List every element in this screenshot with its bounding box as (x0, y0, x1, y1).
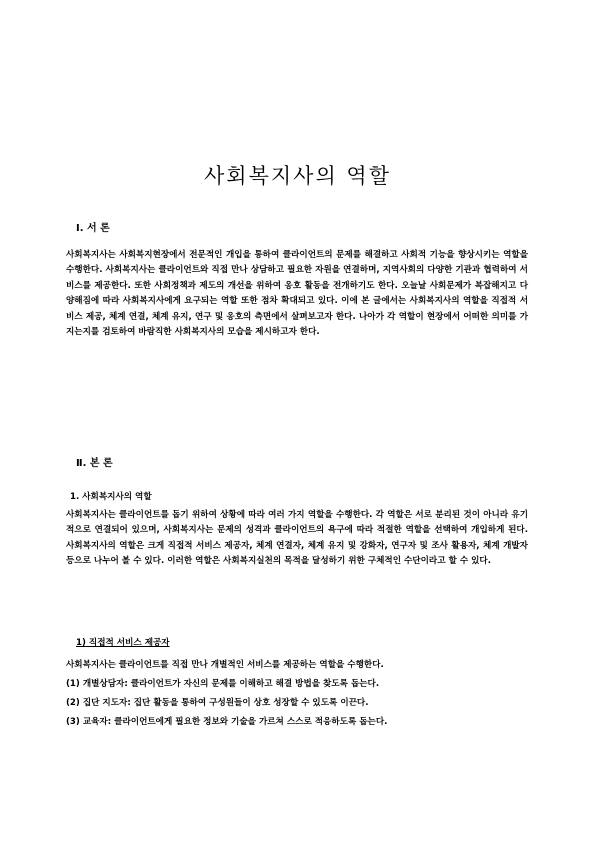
list-item: (1) 개별상담자: 클라이언트가 자신의 문제를 이해하고 해결 방법을 찾도록 돕는다. (66, 679, 380, 689)
list-item: 사회복지사는 클라이언트를 직접 만나 개별적인 서비스를 제공하는 역할을 수행한다. (66, 660, 384, 670)
roles-paragraph: 사회복지사는 클라이언트를 돕기 위하여 상황에 따라 여러 가지 역할을 수행한다. 각 역할은 서로 분리된 것이 아니라 유기적으로 연결되어 있으며, 사회복지사는 문제의 성격과 클라이언트의 욕구에 따라 적절한 역할을 선택하여 개입하게 된다. 사회복지사의 역할은 크게 직접적 서비스 제공자, 체계 연결자, 체계 유지 및 강화자, 연구자 및 조사 활용자, 체계 개발자 등으로 나누어 볼 수 있다. 이러한 역할은 사회복지실천의 목적을 달성하기 위한 구체적인 수단이라고 할 수 있다. (66, 510, 528, 567)
list-item: (2) 집단 지도자: 집단 활동을 통하여 구성원들이 상호 성장할 수 있도록 이끈다. (66, 698, 369, 708)
subsection-heading-direct-service: 1) 직접적 서비스 제공자 (76, 638, 170, 648)
document-title: 사회복지사의 역할 (204, 164, 391, 188)
intro-heading: Ⅰ. 서 론 (76, 223, 110, 234)
intro-paragraph: 사회복지사는 사회복지현장에서 전문적인 개입을 통하여 클라이언트의 문제를 해결하고 사회적 기능을 향상시키는 역할을 수행한다. 사회복지사는 클라이언트와 직접 만나 상담하고 필요한 자원을 연결하며, 지역사회의 다양한 기관과 협력하여 서비스를 제공한다. 또한 사회정책과 제도의 개선을 위하여 옹호 활동을 전개하기도 한다. 오늘날 사회문제가 복잡해지고 다양해짐에 따라 사회복지사에게 요구되는 역할 또한 점차 확대되고 있다. 이에 본 글에서는 사회복지사의 역할을 직접적 서비스 제공, 체계 연결, 체계 유지, 연구 및 옹호의 측면에서 살펴보고자 한다. 나아가 각 역할이 현장에서 어떠한 의미를 가지는지를 검토하여 바람직한 사회복지사의 모습을 제시하고자 한다. (66, 250, 528, 338)
list-item: (3) 교육자: 클라이언트에게 필요한 정보와 기술을 가르쳐 스스로 적응하도록 돕는다. (66, 717, 388, 727)
body-heading: Ⅱ. 본 론 (76, 458, 113, 469)
direct-service-list (66, 656, 528, 732)
subsection-heading-roles: 1. 사회복지사의 역할 (70, 492, 152, 502)
